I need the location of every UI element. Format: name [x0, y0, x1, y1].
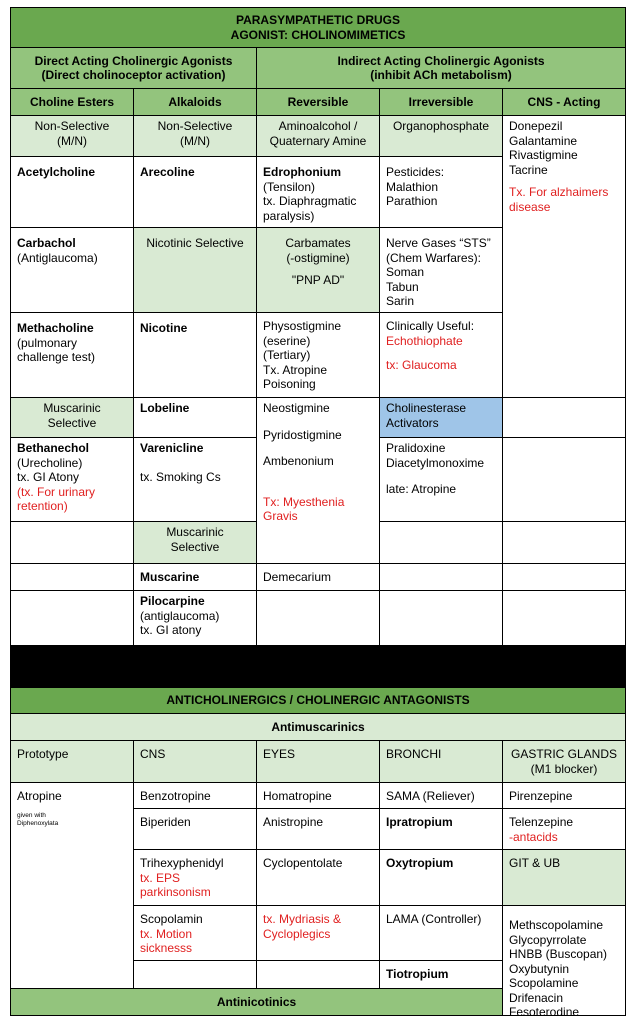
scopolamin-cell	[133, 905, 257, 961]
cns-drug: Tacrine	[509, 162, 548, 177]
reversible-aminoalcohol	[256, 115, 380, 157]
carbamates-mnemonic: "PNP AD"	[291, 273, 345, 287]
alkaloids-muscarinic-selective	[133, 521, 257, 564]
pesticides-line: Pesticides:	[386, 165, 445, 179]
gastric-list-cell	[502, 905, 626, 1016]
eps-tx: parkinsonism	[140, 885, 211, 899]
mydriasis-line: Cycloplegics	[263, 926, 331, 941]
bethanechol-tx: (tx. For urinary	[17, 484, 96, 499]
varenicline-tx: tx. Smoking Cs	[140, 469, 221, 484]
demecarium-cell: Demecarium	[256, 563, 380, 591]
gastric-drug: Fesoterodine	[509, 1005, 580, 1016]
edrophonium-cell	[256, 156, 380, 228]
irreversible-empty-row6	[379, 521, 503, 564]
pilocarpine-line: tx. GI atony	[140, 623, 202, 637]
esters-muscarinic-line1: Muscarinic	[43, 401, 101, 415]
methacholine-cell	[10, 312, 134, 398]
methacholine-line: challenge test)	[17, 350, 96, 364]
methacholine-line: (pulmonary	[17, 335, 78, 350]
physostigmine-line: (Tertiary)	[263, 348, 311, 362]
carbachol-name: Carbachol	[17, 236, 76, 250]
gastric-drug: Drifenacin	[509, 990, 564, 1005]
pesticides-cell	[379, 156, 503, 228]
methacholine-name: Methacholine	[17, 321, 94, 335]
cns-drug: Galantamine	[509, 133, 578, 148]
neostigmine-group-cell	[256, 397, 380, 564]
cns-acting-drugs	[502, 115, 626, 398]
irreversible-sub-label: Organophosphate	[392, 119, 490, 133]
antacids-tx: -antacids	[509, 829, 558, 844]
nicotine-cell: Nicotine	[133, 312, 257, 398]
direct-acting-line2: (Direct cholinoceptor activation)	[41, 68, 226, 82]
atropine-cell	[10, 782, 134, 989]
myasthenia-tx-line1: Tx: Myesthenia	[263, 494, 345, 509]
col-cns: CNS	[133, 740, 257, 783]
nerve-gases-line: Tabun	[386, 279, 419, 294]
cns-drug: Donepezil	[509, 119, 563, 133]
esters-empty-row6	[10, 521, 134, 564]
homatropine-cell: Homatropine	[256, 782, 380, 809]
reversible-sub-line2: Quaternary Amine	[269, 133, 367, 148]
ipratropium-cell: Ipratropium	[379, 808, 503, 850]
nerve-gases-line: Sarin	[386, 294, 415, 308]
irreversible-empty-row7	[379, 563, 503, 591]
edrophonium-line: paralysis)	[263, 208, 315, 223]
nerve-gases-line: Nerve Gases “STS”	[386, 236, 491, 250]
col-header-reversible: Reversible	[256, 88, 380, 116]
section-divider	[10, 645, 626, 688]
scopolamin: Scopolamin	[140, 912, 203, 926]
anistropine-cell: Anistropine	[256, 808, 380, 850]
clinically-useful-label: Clinically Useful:	[386, 319, 475, 333]
cns-tx-line1: Tx. For alzhaimers	[509, 185, 609, 199]
reversible-sub-line1: Aminoalcohol /	[278, 119, 358, 133]
col-header-alkaloids: Alkaloids	[133, 88, 257, 116]
pralidoxine: Pralidoxine	[386, 441, 446, 455]
arecoline-cell: Arecoline	[133, 156, 257, 228]
pilocarpine-name: Pilocarpine	[140, 594, 205, 608]
clinically-useful-cell	[379, 312, 503, 398]
alkaloids-muscarinic-line2: Selective	[170, 539, 220, 554]
lama-cell: LAMA (Controller)	[379, 905, 503, 961]
atropine-note-line: Diphenoxylata	[17, 819, 59, 827]
biperiden-cell: Biperiden	[133, 808, 257, 850]
esters-empty-row8	[10, 590, 134, 646]
late-atropine: late: Atropine	[386, 482, 457, 496]
antinicotinics-header: Antinicotinics	[10, 988, 503, 1016]
cholinesterase-activators-cell	[379, 397, 503, 438]
pralidoxine-cell	[379, 437, 503, 522]
alkaloids-muscarinic-line1: Muscarinic	[166, 525, 224, 539]
carbachol-line: (Antiglaucoma)	[17, 250, 98, 265]
col-header-choline-esters: Choline Esters	[10, 88, 134, 116]
col-gastric-glands	[502, 740, 626, 783]
mydriasis-line: tx. Mydriasis &	[263, 912, 342, 926]
irreversible-organophosphate	[379, 115, 503, 157]
gastric-label-line1: GASTRIC GLANDS	[510, 747, 618, 761]
eps-tx: tx. EPS	[140, 870, 181, 885]
direct-acting-line1: Direct Acting Cholinergic Agonists	[34, 53, 233, 68]
nerve-gases-line: Soman	[386, 265, 425, 279]
nerve-gases-cell	[379, 227, 503, 313]
nicotinic-selective-cell: Nicotinic Selective	[133, 227, 257, 313]
indirect-acting-line2: (inhibit ACh metabolism)	[370, 68, 512, 82]
telenzepine-cell	[502, 808, 626, 850]
gastric-drug: Glycopyrrolate	[509, 932, 587, 947]
eyes-empty-row-e	[256, 960, 380, 989]
atropine: Atropine	[17, 789, 62, 803]
cns-empty-row6	[502, 521, 626, 564]
echothiophate: Echothiophate	[386, 333, 463, 348]
antagonist-title: ANTICHOLINERGICS / CHOLINERGIC ANTAGONISTS	[10, 687, 626, 714]
motion-sickness-tx: sicknesss	[140, 941, 193, 955]
esters-sub-line2: (M/N)	[57, 133, 87, 148]
neostigmine: Neostigmine	[263, 401, 330, 415]
esters-muscarinic-line2: Selective	[47, 415, 97, 430]
cns-empty-row5	[502, 437, 626, 522]
esters-non-selective	[10, 115, 134, 157]
reversible-empty-row8	[256, 590, 380, 646]
alkaloids-sub-line2: (M/N)	[180, 133, 210, 148]
carbamates-line: Carbamates	[285, 236, 351, 250]
col-eyes: EYES	[256, 740, 380, 783]
cyclopentolate-cell: Cyclopentolate	[256, 849, 380, 906]
pirenzepine-cell: Pirenzepine	[502, 782, 626, 809]
agonist-title-line2: AGONIST: CHOLINOMIMETICS	[230, 27, 406, 42]
pesticides-line: Malathion	[386, 179, 439, 194]
activators-line1: Cholinesterase	[386, 401, 467, 415]
cns-empty-row7	[502, 563, 626, 591]
bethanechol-name: Bethanechol	[17, 441, 90, 455]
varenicline-name: Varenicline	[140, 441, 204, 455]
antimuscarinics-header: Antimuscarinics	[10, 713, 626, 741]
physostigmine-line: (eserine)	[263, 333, 311, 348]
gastric-label-line2: (M1 blocker)	[530, 761, 598, 776]
cns-empty-row8	[502, 590, 626, 646]
lobeline-cell: Lobeline	[133, 397, 257, 438]
activators-line2: Activators	[386, 415, 439, 430]
alkaloids-non-selective	[133, 115, 257, 157]
cns-tx-line2: disease	[509, 199, 551, 214]
edrophonium-line: tx. Diaphragmatic	[263, 194, 357, 208]
trihexyphenidyl: Trihexyphenidyl	[140, 856, 224, 870]
varenicline-cell	[133, 437, 257, 522]
bethanechol-cell	[10, 437, 134, 522]
agonist-title	[10, 7, 626, 48]
muscarine-cell: Muscarine	[133, 563, 257, 591]
pesticides-line: Parathion	[386, 194, 438, 208]
diacetylmonoxime: Diacetylmonoxime	[386, 455, 485, 470]
gastric-drug: Oxybutynin	[509, 961, 570, 976]
physostigmine-cell	[256, 312, 380, 398]
telenzepine: Telenzepine	[509, 815, 574, 829]
direct-acting-header	[10, 47, 257, 89]
gastric-drug: Scopolamine	[509, 976, 579, 990]
physostigmine-line: Tx. Atropine	[263, 362, 328, 377]
ambenonium: Ambenonium	[263, 454, 334, 468]
glaucoma-tx: tx: Glaucoma	[386, 358, 457, 372]
carbamates-line: (-ostigmine)	[286, 250, 350, 265]
bethanechol-line: (Urecholine)	[17, 455, 83, 470]
mydriasis-cell	[256, 905, 380, 961]
pyridostigmine: Pyridostigmine	[263, 427, 342, 442]
edrophonium-name: Edrophonium	[263, 165, 341, 179]
alkaloids-sub-line1: Non-Selective	[157, 119, 233, 133]
atropine-note-line: given with	[17, 811, 46, 819]
tiotropium-cell: Tiotropium	[379, 960, 503, 989]
pilocarpine-cell	[133, 590, 257, 646]
gastric-drug: Methscopolamine	[509, 918, 604, 932]
gastric-drug: HNBB (Buscopan)	[509, 947, 608, 961]
carbachol-cell	[10, 227, 134, 313]
col-prototype: Prototype	[10, 740, 134, 783]
git-ub-cell: GIT & UB	[502, 849, 626, 906]
sama-cell: SAMA (Reliever)	[379, 782, 503, 809]
cns-empty-row-e	[133, 960, 257, 989]
bethanechol-tx: retention)	[17, 499, 68, 513]
cns-drug: Rivastigmine	[509, 148, 578, 162]
indirect-acting-header	[256, 47, 626, 89]
cns-empty-row4	[502, 397, 626, 438]
agonist-title-line1: PARASYMPATHETIC DRUGS	[235, 13, 400, 27]
acetylcholine-cell: Acetylcholine	[10, 156, 134, 228]
oxytropium-cell: Oxytropium	[379, 849, 503, 906]
col-bronchi: BRONCHI	[379, 740, 503, 783]
nerve-gases-line: (Chem Warfares):	[386, 250, 481, 265]
bethanechol-line: tx. GI Atony	[17, 470, 80, 484]
myasthenia-tx-line2: Gravis	[263, 509, 298, 523]
physostigmine-line: Physostigmine	[263, 319, 342, 333]
col-header-irreversible: Irreversible	[379, 88, 503, 116]
indirect-acting-line1: Indirect Acting Cholinergic Agonists	[337, 53, 545, 68]
esters-muscarinic-selective	[10, 397, 134, 438]
esters-sub-line1: Non-Selective	[34, 119, 110, 133]
physostigmine-line: Poisoning	[263, 377, 316, 391]
trihexyphenidyl-cell	[133, 849, 257, 906]
pilocarpine-line: (antiglaucoma)	[140, 608, 220, 623]
irreversible-empty-row8	[379, 590, 503, 646]
benzotropine-cell: Benzotropine	[133, 782, 257, 809]
motion-sickness-tx: tx. Motion	[140, 926, 193, 941]
col-header-cns-acting: CNS - Acting	[502, 88, 626, 116]
esters-empty-row7	[10, 563, 134, 591]
atropine-note	[17, 812, 127, 828]
carbamates-cell	[256, 227, 380, 313]
edrophonium-line: (Tensilon)	[263, 179, 316, 194]
